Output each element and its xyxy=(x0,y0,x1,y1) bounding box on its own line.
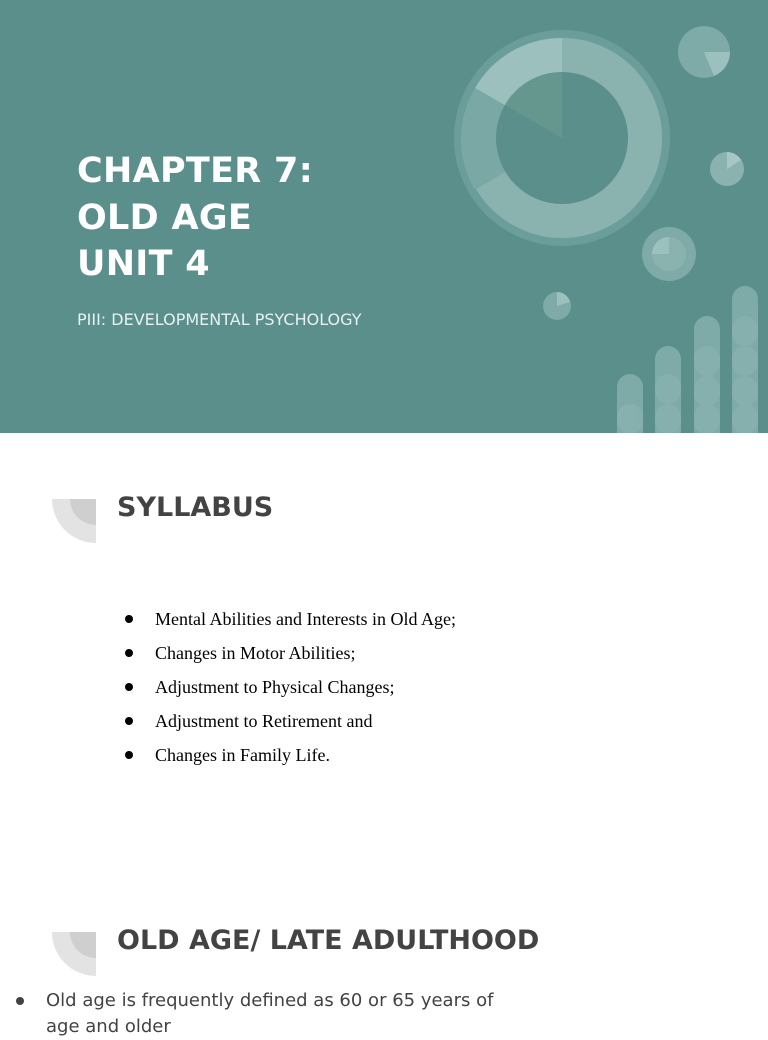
title-line: UNIT 4 xyxy=(77,244,210,284)
quarter-circle-icon xyxy=(52,932,96,976)
syllabus-item-text: Changes in Motor Abilities; xyxy=(155,643,356,663)
syllabus-item-text: Mental Abilities and Interests in Old Age; xyxy=(155,609,456,629)
syllabus-item-text: Adjustment to Retirement and xyxy=(155,711,373,731)
list-item xyxy=(125,604,456,638)
syllabus-heading: SYLLABUS xyxy=(117,492,274,523)
title-line: OLD AGE xyxy=(77,197,253,238)
capsule-band xyxy=(694,376,720,406)
capsule-band xyxy=(617,404,643,433)
bullet-icon xyxy=(16,997,24,1005)
capsule-band xyxy=(694,346,720,376)
list-item xyxy=(125,706,456,740)
capsule-band xyxy=(732,316,758,346)
capsule-band xyxy=(732,404,758,433)
syllabus-list xyxy=(125,604,456,774)
bullet-icon xyxy=(125,683,133,691)
list-item xyxy=(125,638,456,672)
title-banner xyxy=(0,0,768,433)
bullet-icon xyxy=(125,717,133,725)
capsule-band xyxy=(655,374,681,404)
list-item xyxy=(125,672,456,706)
course-subtitle: PIII: DEVELOPMENTAL PSYCHOLOGY xyxy=(77,310,362,329)
chapter-title xyxy=(77,148,313,288)
old-age-bullets xyxy=(14,988,526,1040)
capsule-band xyxy=(732,346,758,376)
list-item xyxy=(14,988,526,1040)
bullet-text: Old age is frequently defined as 60 or 65 years of age and older xyxy=(46,990,494,1037)
list-item xyxy=(125,740,456,774)
bullet-icon xyxy=(125,615,133,623)
capsule-band xyxy=(655,404,681,433)
quarter-circle-icon xyxy=(52,499,96,543)
capsule-band xyxy=(694,404,720,433)
syllabus-item-text: Adjustment to Physical Changes; xyxy=(155,677,395,697)
bullet-icon xyxy=(125,649,133,657)
capsule-band xyxy=(732,376,758,406)
bullet-icon xyxy=(125,751,133,759)
old-age-heading: OLD AGE/ LATE ADULTHOOD xyxy=(117,925,540,956)
title-line: CHAPTER 7: xyxy=(77,151,313,191)
syllabus-item-text: Changes in Family Life. xyxy=(155,745,330,765)
